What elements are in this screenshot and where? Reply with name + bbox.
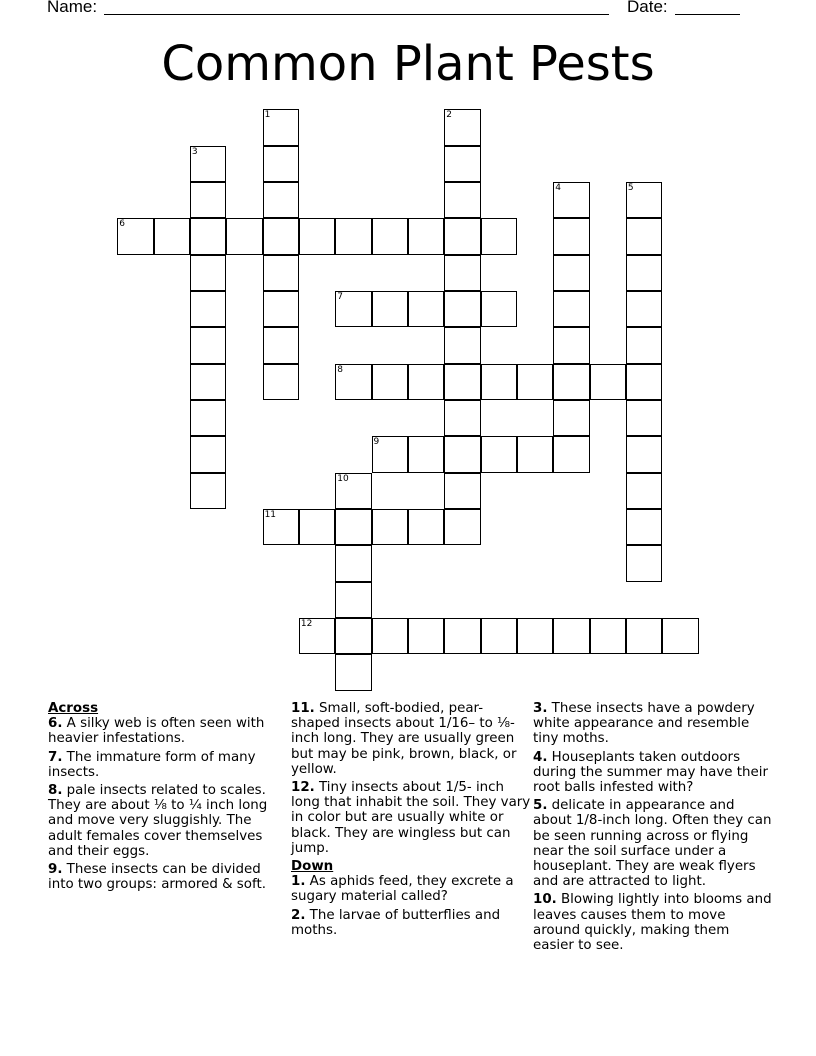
crossword-cell[interactable]: [190, 218, 226, 254]
cell-number: 11: [264, 509, 277, 520]
date-label: Date:: [627, 0, 668, 16]
crossword-cell[interactable]: [444, 146, 480, 182]
clue-text: A silky web is often seen with heavier infestations.: [48, 716, 265, 747]
crossword-cell[interactable]: [626, 473, 662, 509]
clue-across-6: [48, 716, 283, 746]
clue-text: Blowing lightly into blooms and leaves causes them to move around quickly, making them easier to see.: [533, 892, 772, 954]
crossword-cell[interactable]: [190, 146, 226, 182]
crossword-cell[interactable]: [444, 509, 480, 545]
crossword-cell[interactable]: [372, 291, 408, 327]
crossword-cell[interactable]: [335, 364, 371, 400]
crossword-cell[interactable]: [444, 255, 480, 291]
clue-number: 11.: [291, 701, 315, 716]
crossword-cell[interactable]: [626, 400, 662, 436]
clue-number: 12.: [291, 780, 315, 796]
crossword-cell[interactable]: [263, 218, 299, 254]
crossword-cell[interactable]: [263, 291, 299, 327]
crossword-cell[interactable]: [335, 654, 371, 690]
crossword-cell[interactable]: [190, 473, 226, 509]
crossword-cell[interactable]: [408, 291, 444, 327]
crossword-cell[interactable]: [444, 327, 480, 363]
crossword-cell[interactable]: [335, 582, 371, 618]
crossword-cell[interactable]: [190, 291, 226, 327]
crossword-cell[interactable]: [372, 364, 408, 400]
clue-down-2: [291, 908, 531, 938]
crossword-cell[interactable]: [553, 364, 589, 400]
crossword-cell[interactable]: [408, 436, 444, 472]
name-label: Name:: [47, 0, 98, 16]
crossword-cell[interactable]: [372, 618, 408, 654]
crossword-cell[interactable]: [408, 618, 444, 654]
crossword-cell[interactable]: [662, 618, 698, 654]
crossword-cell[interactable]: [372, 436, 408, 472]
clues-column-1: [48, 701, 283, 895]
crossword-cell[interactable]: [335, 545, 371, 581]
cell-number: 4: [555, 182, 561, 193]
crossword-cell[interactable]: [481, 218, 517, 254]
cell-number: 2: [446, 110, 452, 121]
clue-number: 6.: [48, 716, 63, 732]
crossword-cell[interactable]: [444, 109, 480, 145]
crossword-cell[interactable]: [553, 218, 589, 254]
clue-down-1: [291, 874, 531, 904]
clue-down-4: [533, 750, 773, 796]
clue-down-3: [533, 701, 773, 747]
crossword-cell[interactable]: [444, 364, 480, 400]
crossword-cell[interactable]: [299, 218, 335, 254]
crossword-cell[interactable]: [517, 618, 553, 654]
crossword-cell[interactable]: [444, 218, 480, 254]
clue-text: The immature form of many insects.: [48, 749, 256, 780]
cell-number: 3: [191, 146, 198, 157]
crossword-cell[interactable]: [154, 218, 190, 254]
crossword-cell[interactable]: [626, 182, 662, 218]
cell-number: 10: [337, 473, 349, 484]
crossword-cell[interactable]: [626, 545, 662, 581]
crossword-cell[interactable]: [263, 327, 299, 363]
clue-number: 3.: [533, 701, 548, 716]
crossword-cell[interactable]: [553, 291, 589, 327]
clue-number: 8.: [48, 783, 63, 799]
crossword-cell[interactable]: [626, 327, 662, 363]
crossword-cell[interactable]: [481, 364, 517, 400]
cell-number: 12: [300, 618, 313, 629]
clue-number: 5.: [533, 798, 548, 814]
crossword-cell[interactable]: [190, 364, 226, 400]
crossword-cell[interactable]: [408, 364, 444, 400]
crossword-cell[interactable]: [517, 436, 553, 472]
crossword-cell[interactable]: [553, 618, 589, 654]
clue-down-10: [533, 892, 773, 953]
cell-number: 9: [373, 437, 380, 448]
crossword-cell[interactable]: [444, 436, 480, 472]
crossword-cell[interactable]: [626, 436, 662, 472]
crossword-cell[interactable]: [444, 291, 480, 327]
clue-text: These insects have a powdery white appearance and resemble tiny moths.: [533, 701, 755, 747]
cell-number: 8: [337, 364, 343, 375]
crossword-cell[interactable]: [553, 436, 589, 472]
clue-number: 7.: [48, 749, 63, 765]
crossword-cell[interactable]: [444, 182, 480, 218]
crossword-cell[interactable]: [481, 436, 517, 472]
crossword-cell[interactable]: [190, 400, 226, 436]
crossword-cell[interactable]: [626, 291, 662, 327]
crossword-cell[interactable]: [626, 255, 662, 291]
crossword-cell[interactable]: [372, 218, 408, 254]
clue-number: 4.: [533, 749, 548, 765]
crossword-cell[interactable]: [444, 473, 480, 509]
crossword-cell[interactable]: [299, 618, 335, 654]
clue-text: Houseplants taken outdoors during the summer may have their root balls infested with?: [533, 749, 768, 796]
crossword-cell[interactable]: [190, 327, 226, 363]
crossword-cell[interactable]: [481, 291, 517, 327]
clue-text: As aphids feed, they excrete a sugary material called?: [291, 874, 514, 905]
crossword-cell[interactable]: [190, 436, 226, 472]
crossword-cell[interactable]: [517, 364, 553, 400]
down-heading: Down: [291, 859, 334, 875]
cell-number: 6: [119, 219, 125, 230]
crossword-cell[interactable]: [226, 218, 262, 254]
crossword-cell[interactable]: [590, 618, 626, 654]
cell-number: 7: [337, 291, 343, 302]
crossword-cell[interactable]: [626, 509, 662, 545]
crossword-cell[interactable]: [335, 618, 371, 654]
crossword-cell[interactable]: [626, 218, 662, 254]
crossword-cell[interactable]: [553, 182, 589, 218]
crossword-cell[interactable]: [263, 182, 299, 218]
puzzle-title: Common Plant Pests: [161, 36, 655, 92]
crossword-cell[interactable]: [299, 509, 335, 545]
crossword-cell[interactable]: [626, 618, 662, 654]
crossword-cell[interactable]: [408, 218, 444, 254]
clue-number: 10.: [533, 892, 557, 908]
cell-number: 5: [627, 182, 634, 193]
crossword-cell[interactable]: [190, 255, 226, 291]
crossword-cell[interactable]: [626, 364, 662, 400]
crossword-cell[interactable]: [408, 509, 444, 545]
crossword-cell[interactable]: [263, 364, 299, 400]
clue-text: delicate in appearance and about 1/8-inch long. Often they can be seen running across or flying near the soil surface under a houseplant. They are weak flyers and are attracted to light.: [533, 798, 772, 890]
crossword-cell[interactable]: [444, 400, 480, 436]
clues-column-3: [533, 701, 773, 956]
clue-text: Tiny insects about 1/5- inch long that inhabit the soil. They vary in color but are usually white or black. They are wingless but can jump.: [291, 780, 531, 856]
clue-text: These insects can be divided into two groups: armored & soft.: [48, 862, 266, 893]
crossword-cell[interactable]: [590, 364, 626, 400]
crossword-cell[interactable]: [263, 255, 299, 291]
crossword-cell[interactable]: [190, 182, 226, 218]
clue-across-11: [291, 701, 531, 777]
crossword-cell[interactable]: [117, 218, 153, 254]
across-heading: Across: [48, 701, 99, 716]
clue-text: Small, soft-bodied, pear-shaped insects about 1/16– to ⅛-inch long. They are usually green but may be pink, brown, black, or yellow.: [291, 701, 517, 777]
crossword-cell[interactable]: [263, 109, 299, 145]
crossword-cell[interactable]: [481, 618, 517, 654]
crossword-cell[interactable]: [553, 255, 589, 291]
cell-number: 1: [264, 110, 271, 121]
clue-across-7: [48, 750, 283, 780]
clue-number: 1.: [291, 874, 306, 890]
crossword-cell[interactable]: [444, 618, 480, 654]
crossword-cell[interactable]: [553, 400, 589, 436]
crossword-cell[interactable]: [553, 327, 589, 363]
crossword-cell[interactable]: [335, 473, 371, 509]
clue-across-8: [48, 783, 283, 859]
clues-column-2: [291, 701, 531, 941]
clue-number: 9.: [48, 862, 63, 878]
crossword-cell[interactable]: [263, 509, 299, 545]
clue-across-12: [291, 780, 531, 856]
crossword-cell[interactable]: [335, 509, 371, 545]
clue-text: The larvae of butterflies and moths.: [291, 907, 501, 938]
clue-text: pale insects related to scales. They are about ⅛ to ¼ inch long and move very sluggishly. The adult females cover themselves and their eggs.: [48, 783, 268, 859]
clue-number: 2.: [291, 907, 306, 923]
clue-down-5: [533, 798, 773, 889]
crossword-cell[interactable]: [263, 146, 299, 182]
crossword-cell[interactable]: [372, 509, 408, 545]
crossword-cell[interactable]: [335, 218, 371, 254]
crossword-cell[interactable]: [335, 291, 371, 327]
clue-across-9: [48, 862, 283, 892]
